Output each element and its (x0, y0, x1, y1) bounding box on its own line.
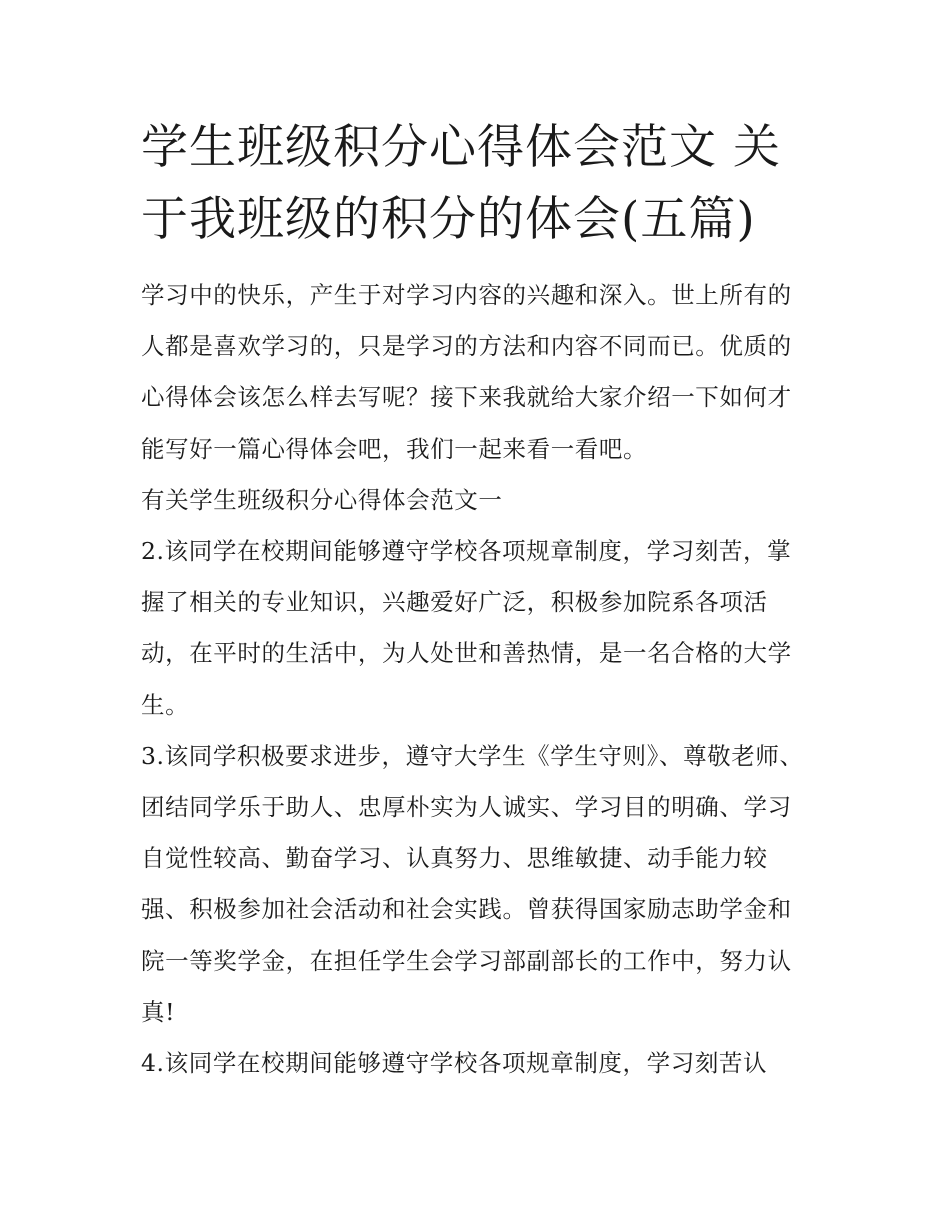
body-paragraph-3: 3.该同学积极要求进步，遵守大学生《学生守则》、尊敬老师、团结同学乐于助人、忠厚朴实为人诚实、学习目的明确、学习自觉性较高、勤奋学习、认真努力、思维敏捷、动手能力较强、积极参加社会活动和社会实践。曾获得国家励志助学金和院一等奖学金，在担任学生会学习部副部长的工作中，努力认真! (141, 741, 804, 1026)
document-title: 学生班级积分心得体会范文 关于我班级的积分的体会(五篇) (141, 120, 781, 247)
body-paragraph-4: 4.该同学在校期间能够遵守学校各项规章制度，学习刻苦认 (141, 1049, 768, 1078)
document-body (141, 270, 813, 1089)
document-page (141, 112, 813, 1089)
section-heading: 有关学生班级积分心得体会范文一 (141, 485, 503, 514)
body-paragraph-2: 2.该同学在校期间能够遵守学校各项规章制度，学习刻苦，掌握了相关的专业知识，兴趣爱好广泛，积极参加院系各项活动，在平时的生活中，为人处世和善热情，是一名合格的大学生。 (141, 537, 792, 719)
intro-paragraph: 学习中的快乐，产生于对学习内容的兴趣和深入。世上所有的人都是喜欢学习的，只是学习的方法和内容不同而已。优质的心得体会该怎么样去写呢？接下来我就给大家介绍一下如何才能写好一篇心得体会吧，我们一起来看一看吧。 (141, 281, 792, 463)
